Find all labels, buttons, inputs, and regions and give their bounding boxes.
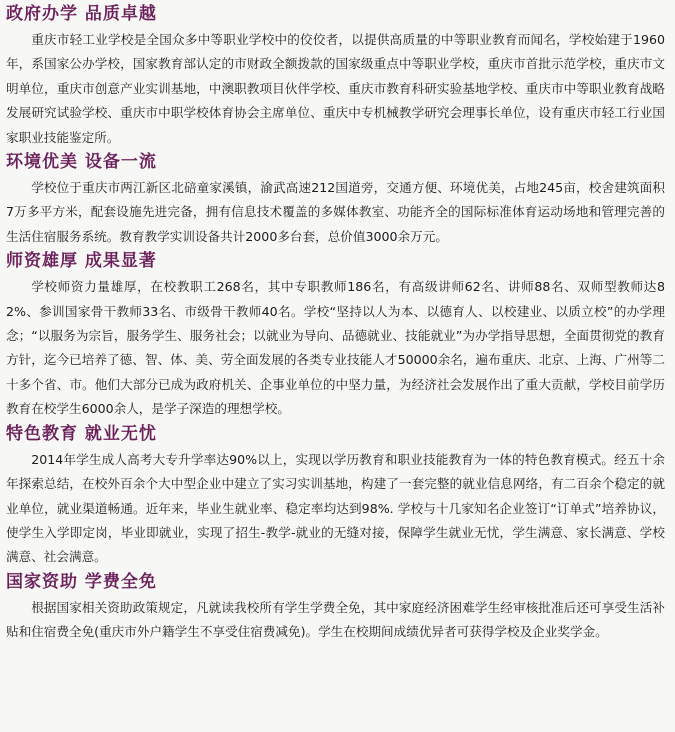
section-body: 学校位于重庆市两江新区北碚童家溪镇，渝武高速212国道旁，交通方便、环境优美，占地245亩，校舍建筑面积7万多平方米，配套设施先进完备，拥有信息技术覆盖的多媒体教室、功能齐全的国际标准体育运动场地和管理完善的生活住宿服务系统。教育教学实训设备共计2000多台套，总价值3000余万元。 — [6, 180, 665, 244]
section-faculty — [6, 251, 665, 421]
section-heading: 特色教育 就业无忧 — [6, 423, 157, 444]
section-body: 2014年学生成人高考大专升学率达90%以上，实现以学历教育和职业技能教育为一体的特色教育模式。经五十余年探索总结，在校外百余个大中型企业中建立了实习实训基地，构建了一套完整的就业信息网络，有二百余个稳定的就业单位，就业渠道畅通。近年来，毕业生就业率、稳定率均达到98%. 学校与十几家知名企业签订“订单式”培养协议，使学生入学即定岗，毕业即就业，实现了招生-教学-就业的无缝对接，保障学生就业无忧，学生满意、家长满意、学校满意、社会满意。 — [6, 451, 665, 565]
section-government-school — [6, 4, 665, 150]
section-body: 重庆市轻工业学校是全国众多中等职业学校中的佼佼者，以提供高质量的中等职业教育而闻名，学校始建于1960年，系国家公办学校，国家教育部认定的市财政全额拨款的国家级重点中等职业学校，重庆市首批示范学校，重庆市文明单位，重庆市创意产业实训基地，中澳职教项目伙伴学校、重庆市教育科研实验基地学校、重庆市中等职业教育战略发展研究试验学校、重庆市中职学校体育协会主席单位、重庆中专机械教学研究会理事长单位，设有重庆市轻工行业国家职业技能鉴定所。 — [6, 32, 665, 145]
section-heading: 政府办学 品质卓越 — [6, 4, 157, 24]
section-body: 学校师资力量雄厚，在校教职工268名，其中专职教师186名，有高级讲师62名、讲师88名、双师型教师达82%、参训国家骨干教师33名、市级骨干教师40名。学校“坚持以人为本、以德育人、以校建业、以质立校”的办学理念；“以服务为宗旨，服务学生、服务社会；以就业为导向、品德就业、技能就业”为办学指导思想，全面贯彻党的教育方针，迄今已培养了德、智、体、美、劳全面发展的各类专业技能人才50000余名，遍布重庆、北京、上海、广州等二十多个省、市。他们大部分已成为政府机关、企事业单位的中坚力量，为经济社会发展作出了重大贡献，学校目前学历教育在校学生6000余人，是学子深造的理想学校。 — [6, 279, 665, 417]
section-financial-aid — [6, 572, 665, 645]
section-heading: 环境优美 设备一流 — [6, 152, 157, 173]
section-employment — [6, 424, 665, 570]
section-heading: 师资雄厚 成果显著 — [6, 251, 157, 272]
section-body: 根据国家相关资助政策规定，凡就读我校所有学生学费全免，其中家庭经济困难学生经审核批准后还可享受生活补贴和住宿费全免(重庆市外户籍学生不享受住宿费减免)。学生在校期间成绩优异者可获得学校及企业奖学金。 — [6, 599, 665, 640]
section-heading: 国家资助 学费全免 — [6, 571, 157, 592]
section-environment — [6, 152, 665, 249]
